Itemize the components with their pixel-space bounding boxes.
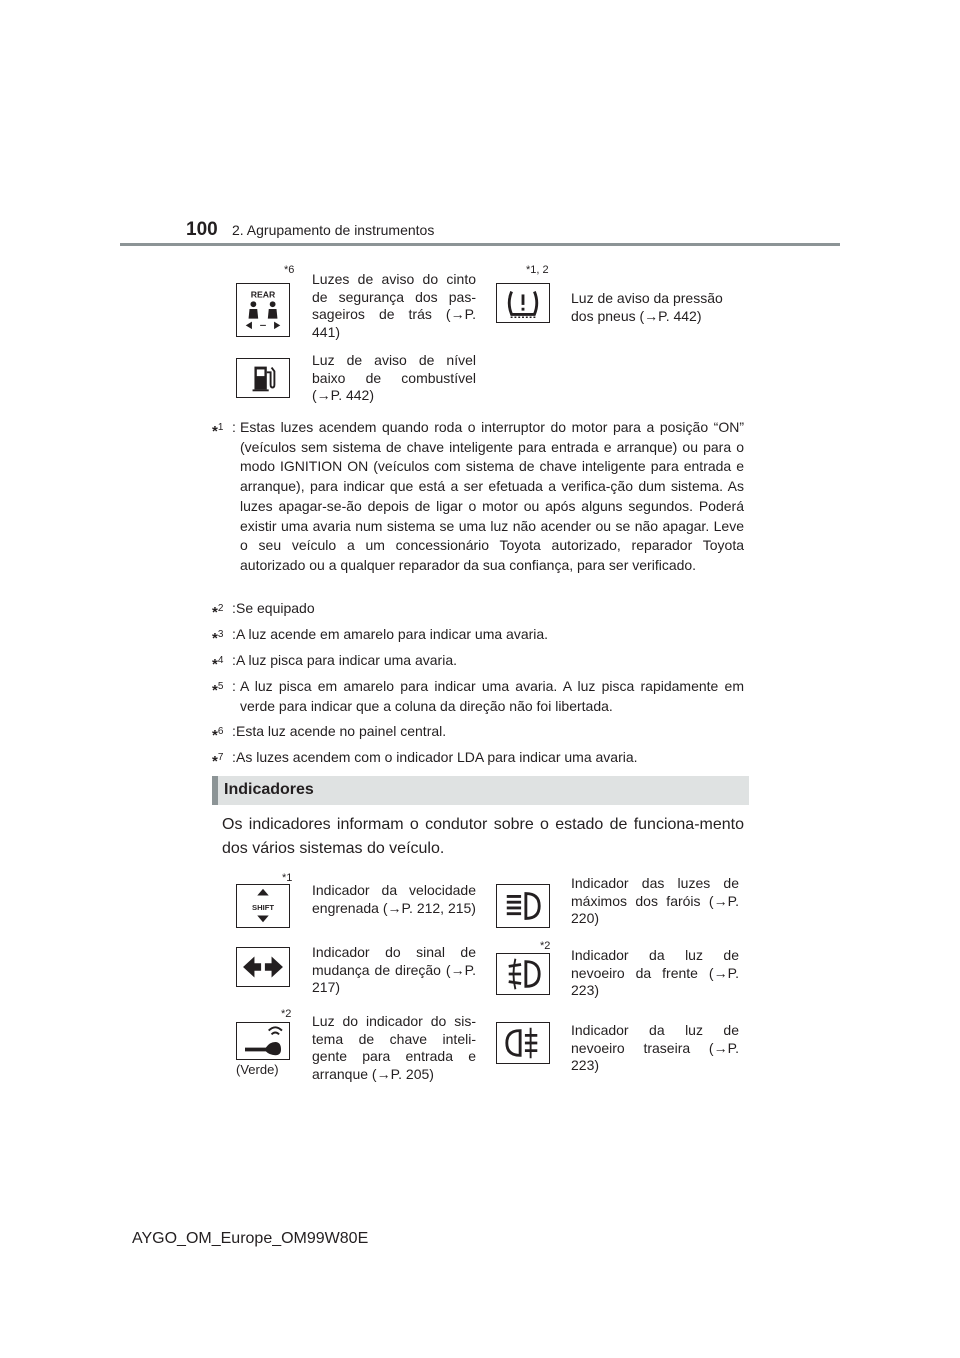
footnote-text: As luzes acendem com o indicador LDA para indicar uma avaria. [236,749,638,765]
footnote-text: Esta luz acende no painel central. [236,723,447,739]
footnote-2: *$^2$ : Se equipado [212,599,744,619]
indicator-text-shift: Indicador da velocidade engrenada (→P. 212, 215) [312,882,476,916]
indicator-marker-fog: *2 [540,940,551,952]
footer-doc-id: AYGO_OM_Europe_OM99W80E [132,1230,369,1247]
turn-signal-indicator-icon [236,947,290,987]
footnote-number: 6 [217,726,224,737]
footnote-text: Estas luzes acendem quando roda o interruptor do motor para a posição “ON” (veículos sem sistema de chave inteligente para entrada e arranque) ou para o modo IGNITION ON (veículos com sistema de chave inteligente para entrada e arranque), para indicar que está a ser efetuada a verifica-ção dum sistema. As luzes apagar-se-ão depois de ligar o motor ou após alguns segundos. Poderá existir uma avaria num sistema se uma luz não acender ou se não apagar. Leve o seu veículo a um concessionário Toyota autorizado, reparador Toyota autorizado ou a qualquer reparador da sua confiança, para ser verificado. [240,419,744,573]
warning-marker-1: *6 [284,264,295,276]
footnote-number: 5 [217,681,224,692]
indicator-text-front-fog: Indicador da luz de nevoeiro da frente (→P. 223) [571,947,739,998]
page-number: 100 [186,219,218,240]
indicator-text-turn-signal: Indicador do sinal de mudança de direção (→P. 217) [312,944,476,995]
section-heading-indicadores [212,776,749,805]
footnote-marker: * [212,656,218,673]
footnote-7: *$^7$ : As luzes acendem com o indicador LDA para indicar uma avaria. [212,748,744,768]
footnote-1: *$^1$ : Estas luzes acendem quando roda o interruptor do motor para a posição “ON” (veículos sem sistema de chave inteligente para entrada e arranque) ou para o modo IGNITION ON (veículos com sistema de chave inteligente para entrada e arranque), para indicar que está a ser efetuada a verifica-ção dum sistema. As luzes apagar-se-ão depois de ligar o motor ou após alguns segundos. Poderá existir uma avaria num sistema se uma luz não acender ou se não apagar. Leve o seu veículo a um concessionário Toyota autorizado, reparador Toyota autorizado ou a qualquer reparador da sua confiança, para ser verificado. [212,418,744,576]
section-intro: Os indicadores informam o condutor sobre o estado de funciona-mento dos vários sistemas do veículo. [222,816,744,857]
section-heading-bar [212,776,218,805]
warning-text-fuel: Luz de aviso de nível baixo de combustível (→P. 442) [312,352,476,403]
indicator-text-high-beam: Indicador das luzes de máximos dos faróis (→P. 220) [571,875,739,926]
footnote-6: *$^6$ : Esta luz acende no painel central. [212,722,744,742]
rear-fog-light-indicator-icon [496,1022,550,1064]
footnote-text: Se equipado [236,600,315,616]
footnote-marker: * [212,423,218,440]
footnote-marker: * [212,727,218,744]
warning-text-seatbelt: Luzes de aviso do cinto de segurança dos pas-sageiros de trás (→P. 441) [312,271,476,340]
footnote-5: *$^5$ : A luz pisca em amarelo para indicar uma avaria. A luz pisca rapidamente em verde para indicar que a coluna da direção não foi libertada. [212,677,744,716]
section-heading-label: Indicadores [224,781,314,798]
svg-text:REAR: REAR [250,289,276,300]
tire-pressure-warning-icon [496,283,550,323]
footnote-marker: * [212,604,218,621]
footnote-number: 2 [217,603,224,614]
footnote-number: 1 [217,422,224,433]
front-fog-light-indicator-icon [496,953,550,995]
footnote-4: *$^4$ : A luz pisca para indicar uma avaria. [212,651,744,671]
smart-key-indicator-icon [236,1022,290,1060]
warning-marker-2: *1, 2 [526,264,549,276]
section-title: 2. Agrupamento de instrumentos [232,222,435,238]
footnote-text: A luz acende em amarelo para indicar uma avaria. [236,626,549,642]
low-fuel-warning-icon [236,358,290,398]
footnote-3: *$^3$ : A luz acende em amarelo para indicar uma avaria. [212,625,744,645]
footnote-marker: * [212,682,218,699]
footnote-number: 7 [217,752,224,763]
rear-seatbelt-warning-icon [236,283,290,337]
smart-key-caption: (Verde) [236,1062,279,1077]
footnote-marker: * [212,630,218,647]
header-rule [120,243,840,246]
indicator-marker-1: *1 [282,872,293,884]
footnote-text: A luz pisca em amarelo para indicar uma avaria. A luz pisca rapidamente em verde para indicar que a coluna da direção não foi libertada. [240,678,744,714]
high-beam-indicator-icon [496,884,550,928]
footnote-number: 3 [217,629,224,640]
indicator-text-smart-key: Luz do indicador do sis-tema de chave inteli-gente para entrada e arranque (→P. 205) [312,1013,476,1082]
footnote-number: 4 [217,655,224,666]
indicator-marker-smart-key: *2 [281,1008,292,1020]
shift-icon-label: SHIFT [251,902,275,912]
footnote-marker: * [212,753,218,770]
shift-indicator-icon [236,884,290,928]
footnote-text: A luz pisca para indicar uma avaria. [236,652,457,668]
warning-text-tire: Luz de aviso da pressão dos pneus (→P. 442) [571,290,723,324]
indicator-text-rear-fog: Indicador da luz de nevoeiro traseira (→P. 223) [571,1022,739,1073]
